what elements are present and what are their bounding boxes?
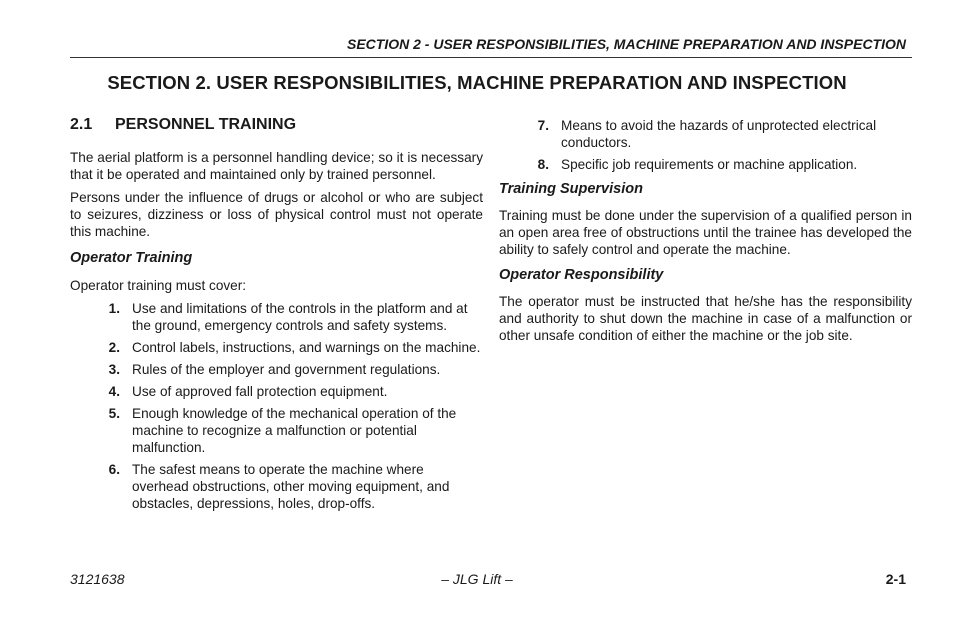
footer-page-number: 2-1: [885, 571, 906, 587]
header-rule: [70, 57, 912, 58]
footer-center-text: – JLG Lift –: [441, 571, 513, 587]
subsection-heading: [70, 116, 483, 133]
intro-paragraph-1: The aerial platform is a personnel handling device; so it is necessary that it be operated and maintained only by trained personnel.: [70, 150, 483, 182]
list-item: [70, 405, 483, 456]
list-item-number: 3.: [108, 362, 120, 377]
list-item-number: 1.: [108, 301, 120, 316]
list-item-text: Means to avoid the hazards of unprotected electrical conductors.: [561, 118, 877, 150]
operator-training-heading: Operator Training: [70, 250, 193, 266]
list-item: [70, 300, 483, 334]
list-item-text: Specific job requirements or machine application.: [561, 157, 858, 172]
intro-paragraph-2: Persons under the influence of drugs or alcohol or who are subject to seizures, dizziness or loss of physical control must not operate this machine.: [70, 190, 483, 239]
running-header: SECTION 2 - USER RESPONSIBILITIES, MACHINE PREPARATION AND INSPECTION: [346, 36, 906, 52]
list-item-text: Enough knowledge of the mechanical operation of the machine to recognize a malfunction or potential malfunction.: [132, 406, 457, 455]
list-item-number: 4.: [108, 384, 120, 399]
right-column: [499, 117, 912, 349]
list-item: [70, 339, 483, 356]
list-item: [70, 461, 483, 512]
list-item-text: The safest means to operate the machine where overhead obstructions, other moving equipment, and obstacles, depressions, holes, drop-offs.: [132, 462, 450, 511]
operator-responsibility-text: The operator must be instructed that he/she has the responsibility and authority to shut down the machine in case of a malfunction or other unsafe condition of either the machine or the job site.: [499, 294, 912, 343]
list-item-number: 2.: [108, 340, 120, 355]
subsection-title: PERSONNEL TRAINING: [115, 116, 297, 133]
list-item-number: 8.: [537, 157, 549, 172]
footer-doc-number: 3121638: [70, 571, 125, 587]
list-item-text: Rules of the employer and government regulations.: [132, 362, 441, 377]
list-item: [499, 156, 912, 173]
operator-training-lead: Operator training must cover:: [70, 278, 247, 293]
list-item-text: Control labels, instructions, and warnings on the machine.: [132, 340, 481, 355]
list-item: [70, 361, 483, 378]
left-column: [70, 116, 483, 517]
list-item: [70, 383, 483, 400]
operator-training-list: [70, 300, 483, 512]
section-title: SECTION 2. USER RESPONSIBILITIES, MACHINE PREPARATION AND INSPECTION: [107, 72, 847, 93]
subsection-number: 2.1: [70, 116, 93, 133]
training-supervision-heading: Training Supervision: [499, 181, 643, 197]
operator-training-list-continued: [499, 117, 912, 173]
training-supervision-text: Training must be done under the supervision of a qualified person in an open area free of obstructions until the trainee has developed the ability to safely control and operate the machine.: [499, 208, 912, 257]
list-item-text: Use of approved fall protection equipment.: [132, 384, 388, 399]
list-item: [499, 117, 912, 151]
list-item-number: 5.: [108, 406, 120, 421]
list-item-text: Use and limitations of the controls in the platform and at the ground, emergency controls and safety systems.: [132, 301, 468, 333]
list-item-number: 7.: [537, 118, 549, 133]
list-item-number: 6.: [108, 462, 120, 477]
operator-responsibility-heading: Operator Responsibility: [499, 267, 664, 283]
